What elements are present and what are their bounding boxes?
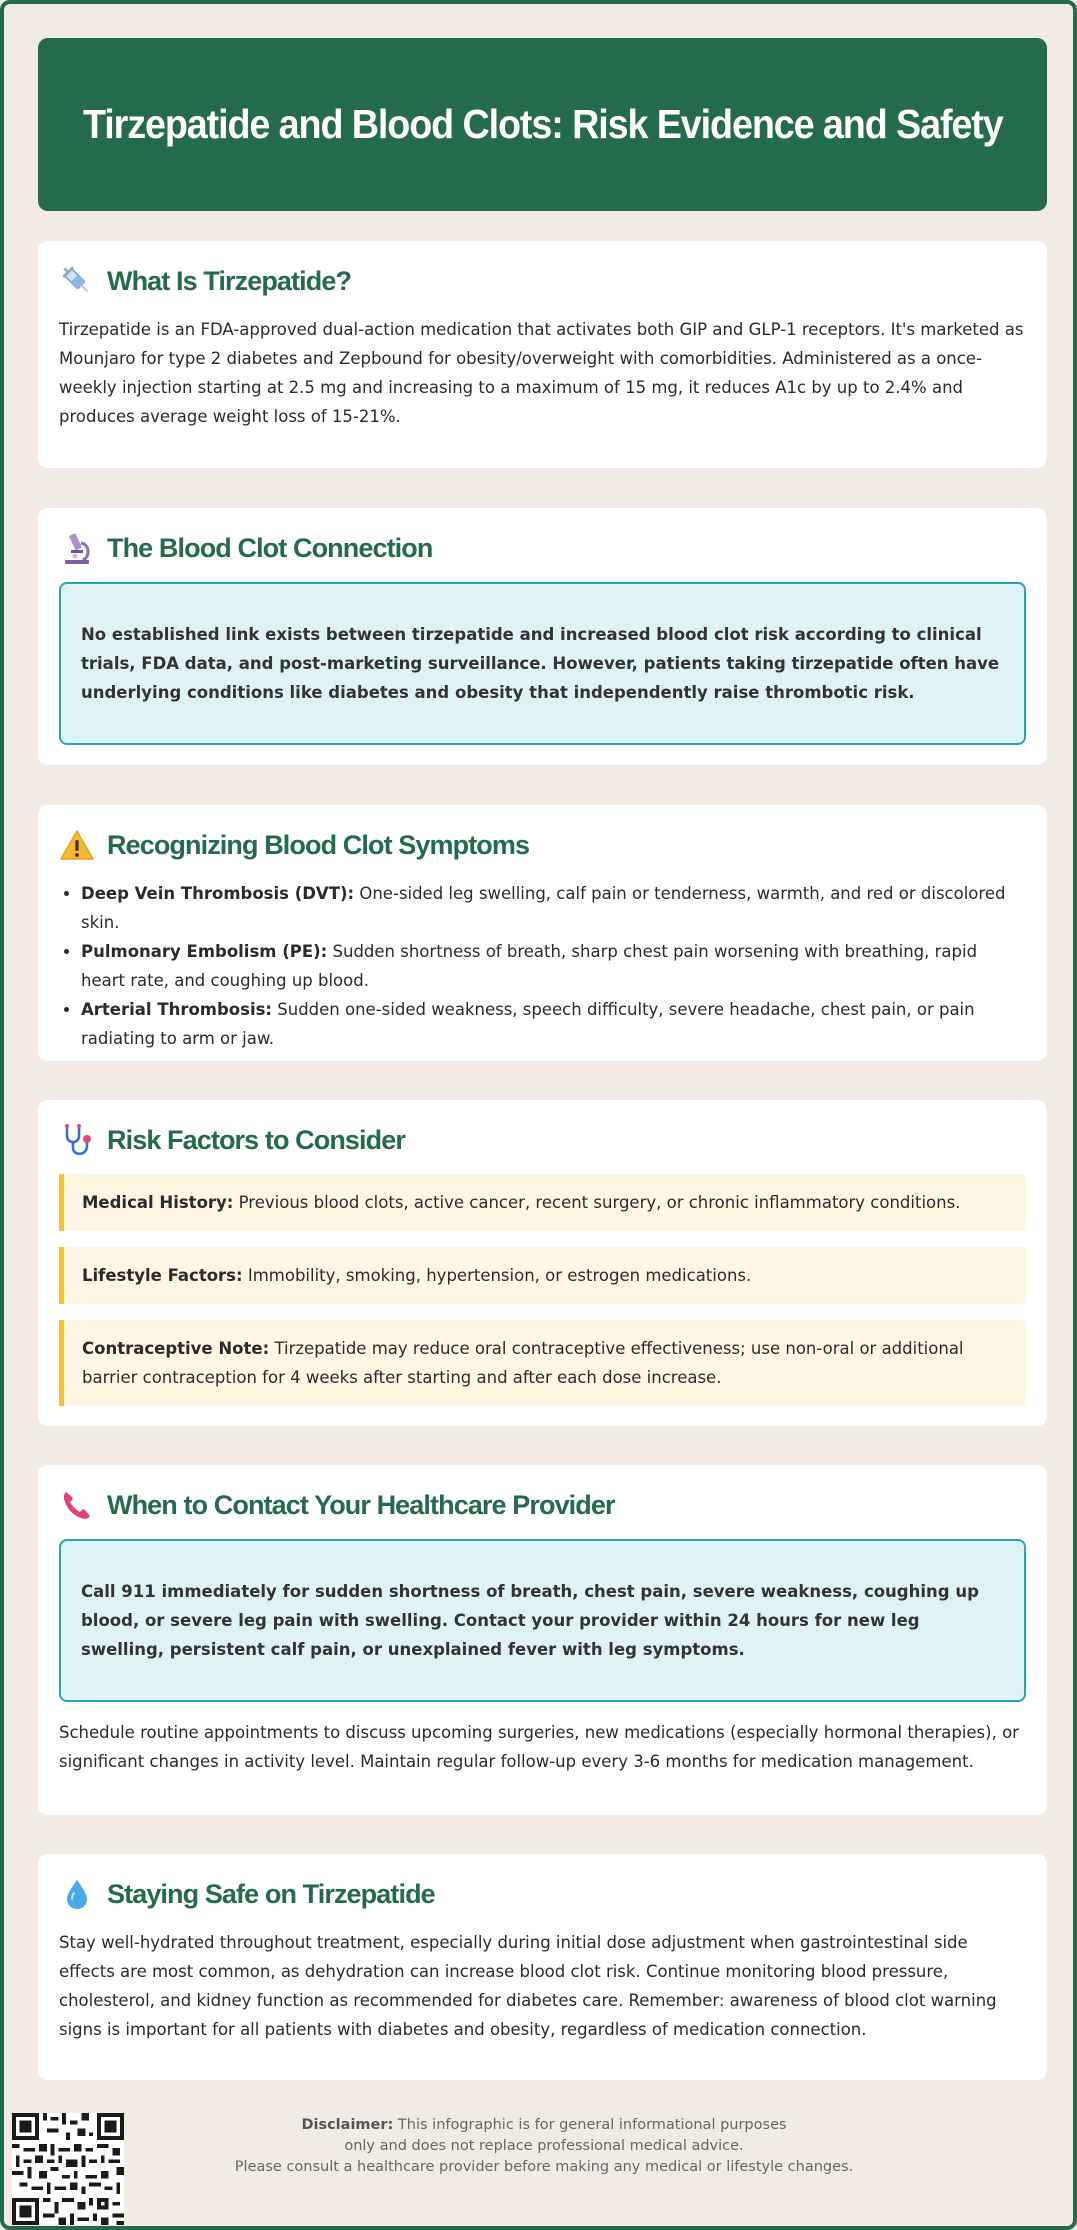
page-header [38,38,1047,211]
section-blood-clot-connection [38,508,1047,765]
section-header [59,1876,1026,1912]
warning-icon [59,827,95,863]
section-title: Risk Factors to Consider [107,1124,405,1155]
risk-factor-item [59,1247,1026,1304]
section-header [59,530,1026,566]
section-title: Recognizing Blood Clot Symptoms [107,829,530,860]
disclaimer-line: only and does not replace professional medical advice. [344,2138,744,2154]
list-item-label: Pulmonary Embolism (PE): [81,942,328,961]
list-item-text: Sudden one-sided weakness, speech difficulty, severe headache, chest pain, or pain radiating to arm or jaw. [81,1000,975,1048]
section-text: Stay well-hydrated throughout treatment, especially during initial dose adjustment when gastrointestinal side effects are most common, as dehydration can increase blood clot risk. Continue monitoring blood pressure, cholesterol, and kidney function as recommended for diabetes care. Remember: awareness of blood clot warning signs is important for all patients with diabetes and obesity, regardless of medication connection. [59,1933,997,2039]
page-title: Tirzepatide and Blood Clots: Risk Evidence and Safety [82,101,1003,147]
disclaimer-line [234,2115,854,2136]
section-risk-factors [38,1100,1047,1426]
disclaimer-line: Please consult a healthcare provider before making any medical or lifestyle changes. [234,2159,854,2175]
section-title: Staying Safe on Tirzepatide [107,1878,435,1909]
risk-factor-label: Contraceptive Note: [82,1339,270,1358]
disclaimer-text: This infographic is for general informational purposes [393,2117,787,2133]
risk-factor-item [59,1320,1026,1406]
section-symptoms [38,805,1047,1061]
section-header [59,827,1026,863]
risk-factor-text: Immobility, smoking, hypertension, or estrogen medications. [242,1266,752,1285]
microscope-icon [59,530,95,566]
callout-box: Call 911 immediately for sudden shortness of breath, chest pain, severe weakness, coughing up blood, or severe leg pain with swelling. Contact your provider within 24 hours for new leg swelling, persistent calf pain, or unexplained fever with leg symptoms. [59,1539,1026,1702]
list-item-label: Deep Vein Thrombosis (DVT): [81,884,355,903]
section-header [59,1487,1026,1523]
list-item-text: Sudden shortness of breath, sharp chest pain worsening with breathing, rapid heart rate, and coughing up blood. [81,942,978,990]
list-item [81,879,1026,937]
section-title: When to Contact Your Healthcare Provider [107,1489,615,1520]
disclaimer [234,2115,854,2178]
list-item [81,937,1026,995]
phone-icon [59,1487,95,1523]
risk-factor-text: Previous blood clots, active cancer, recent surgery, or chronic inflammatory conditions. [233,1193,961,1212]
risk-factor-text: Tirzepatide may reduce oral contraceptive effectiveness; use non-oral or additional barrier contraception for 4 weeks after starting and after each dose increase. [82,1339,964,1387]
list-item-text: One-sided leg swelling, calf pain or tenderness, warmth, and red or discolored skin. [81,884,1006,932]
droplet-icon [59,1876,95,1912]
list-item [81,995,1026,1053]
callout-box: No established link exists between tirzepatide and increased blood clot risk according to clinical trials, FDA data, and post-marketing surveillance. However, patients taking tirzepatide often have underlying conditions like diabetes and obesity that independently raise thrombotic risk. [59,582,1026,745]
section-text: Tirzepatide is an FDA-approved dual-action medication that activates both GIP and GLP-1 receptors. It's marketed as Mounjaro for type 2 diabetes and Zepbound for obesity/overweight with comorbidities. Administered as a once-weekly injection starting at 2.5 mg and increasing to a maximum of 15 mg, it reduces A1c by up to 2.4% and produces average weight loss of 15-21%. [59,320,1024,426]
symptom-list [59,879,1026,1053]
page-footer [4,2109,1077,2229]
section-title: The Blood Clot Connection [107,532,433,563]
risk-factor-label: Medical History: [82,1193,234,1212]
risk-factor-item [59,1174,1026,1231]
section-staying-safe [38,1854,1047,2080]
risk-factor-label: Lifestyle Factors: [82,1266,243,1285]
section-text: Schedule routine appointments to discuss upcoming surgeries, new medications (especially hormonal therapies), or significant changes in activity level. Maintain regular follow-up every 3-6 months for medication management. [59,1723,1019,1771]
section-header [59,1122,1026,1158]
disclaimer-label: Disclaimer: [301,2117,394,2133]
section-what-is-tirzepatide [38,241,1047,468]
section-title: What Is Tirzepatide? [107,265,352,296]
section-contact-provider [38,1465,1047,1815]
list-item-label: Arterial Thrombosis: [81,1000,273,1019]
qr-code-icon [12,2113,124,2225]
section-header [59,263,1026,299]
stethoscope-icon [59,1122,95,1158]
syringe-icon [59,263,95,299]
